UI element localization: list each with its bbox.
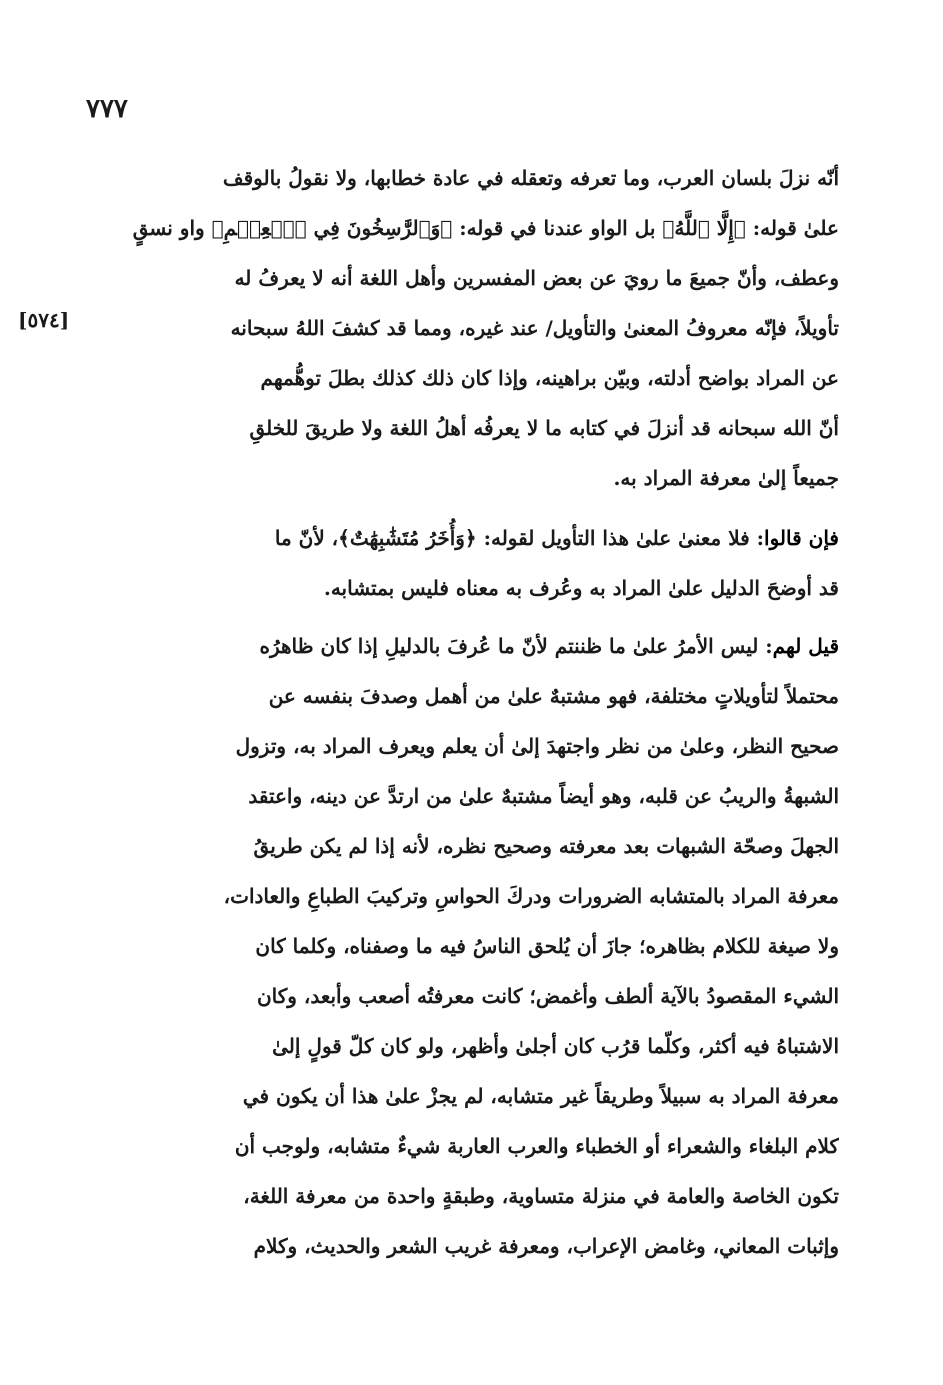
- text-line: تأويلاً، فإنّه معروفُ المعنىٰ والتأويل/ عند غيره، ومما قد كشفَ اللهُ سبحانه: [230, 316, 839, 340]
- text-line: معرفة المراد به سبيلاً وطريقاً غير متشابه، لم يجزْ علىٰ هذا أن يكون في: [242, 1084, 839, 1108]
- text-line: قد أوضحَ الدليل علىٰ المراد به وعُرف به معناه فليس بمتشابه.: [323, 576, 839, 600]
- text-line: معرفة المراد بالمتشابه الضرورات ودركَ الحواسِ وتركيبَ الطباعِ والعادات،: [223, 884, 839, 908]
- text-line: عن المراد بواضح أدلته، وبيّن براهينه، وإذا كان ذلك كذلك بطلَ توهُّمهم: [260, 366, 839, 390]
- text-line: وإثبات المعاني، وغامض الإعراب، ومعرفة غريب الشعر والحديث، وكلام: [253, 1234, 839, 1258]
- paragraph-lead: قيل لهم: [772, 634, 839, 658]
- text-line: الاشتباهُ فيه أكثر، وكلّما قرُب كان أجلىٰ وأظهر، ولو كان كلّ قولٍ إلىٰ: [272, 1034, 839, 1058]
- text-line: علىٰ قوله: ﴿إِلَّا ٱللَّهُ﴾ بل الواو عندنا في قوله: ﴿وَٱلرَّٰسِخُونَ فِي ٱلۡعِلۡمِ﴾ واو نسقٍ: [132, 216, 839, 240]
- text-line: صحيح النظر، وعلىٰ من نظر واجتهدَ إلىٰ أن يعلم ويعرف المراد به، وتزول: [235, 734, 839, 758]
- text-line: أنّ الله سبحانه قد أنزلَ في كتابه ما لا يعرفُه أهلُ اللغة ولا طريقَ للخلقِ: [249, 416, 839, 440]
- text-line: أنّه نزلَ بلسان العرب، وما تعرفه وتعقله في عادة خطابها، ولا نقولُ بالوقف: [222, 166, 839, 190]
- text-line-rest: : ليس الأمرُ علىٰ ما ظننتم لأنّ ما عُرفَ بالدليلِ إذا كان ظاهرُه: [259, 634, 773, 658]
- text-line: [106, 513, 839, 563]
- text-line: كلام البلغاء والشعراء أو الخطباء والعرب العاربة شيءٌ متشابه، ولوجب أن: [234, 1134, 839, 1158]
- text-line: ولا صيغة للكلام بظاهره؛ جازَ أن يُلحق الناسُ فيه ما وصفناه، وكلما كان: [255, 934, 839, 958]
- paragraph-lead: فإن قالوا: [764, 526, 839, 550]
- paragraph-2: [106, 513, 839, 613]
- text-line-rest: : فلا معنىٰ علىٰ هذا التأويل لقوله: ﴿وَأُخَرُ مُتَشَٰبِهَٰتٌ﴾، لأنّ ما: [274, 526, 765, 550]
- text-line: الجهلَ وصحّة الشبهات بعد معرفته وصحيح نظره، لأنه إذا لم يكن طريقُ: [253, 834, 839, 858]
- text-line: الشبهةُ والريبُ عن قلبه، وهو أيضاً مشتبهٌ علىٰ من ارتدَّ عن دينه، واعتقد: [248, 784, 839, 808]
- paragraph-3: [106, 621, 839, 1271]
- text-line: جميعاً إلىٰ معرفة المراد به.: [613, 466, 839, 490]
- text-line: تكون الخاصة والعامة في منزلة متساوية، وطبقةٍ واحدة من معرفة اللغة،: [243, 1184, 839, 1208]
- text-line: [106, 621, 839, 671]
- text-line: الشيء المقصودُ بالآية ألطف وأغمض؛ كانت معرفتُه أصعب وأبعد، وكان: [256, 984, 839, 1008]
- margin-reference: [٥٧٤]: [18, 308, 70, 332]
- page-number: ٧٧٧: [86, 94, 128, 124]
- text-line: محتملاً لتأويلاتٍ مختلفة، فهو مشتبهٌ علىٰ من أهمل وصدفَ بنفسه عن: [268, 684, 839, 708]
- text-line: وعطف، وأنّ جميعَ ما رويَ عن بعض المفسرين وأهل اللغة أنه لا يعرفُ له: [234, 266, 839, 290]
- paragraph-1: [106, 153, 839, 503]
